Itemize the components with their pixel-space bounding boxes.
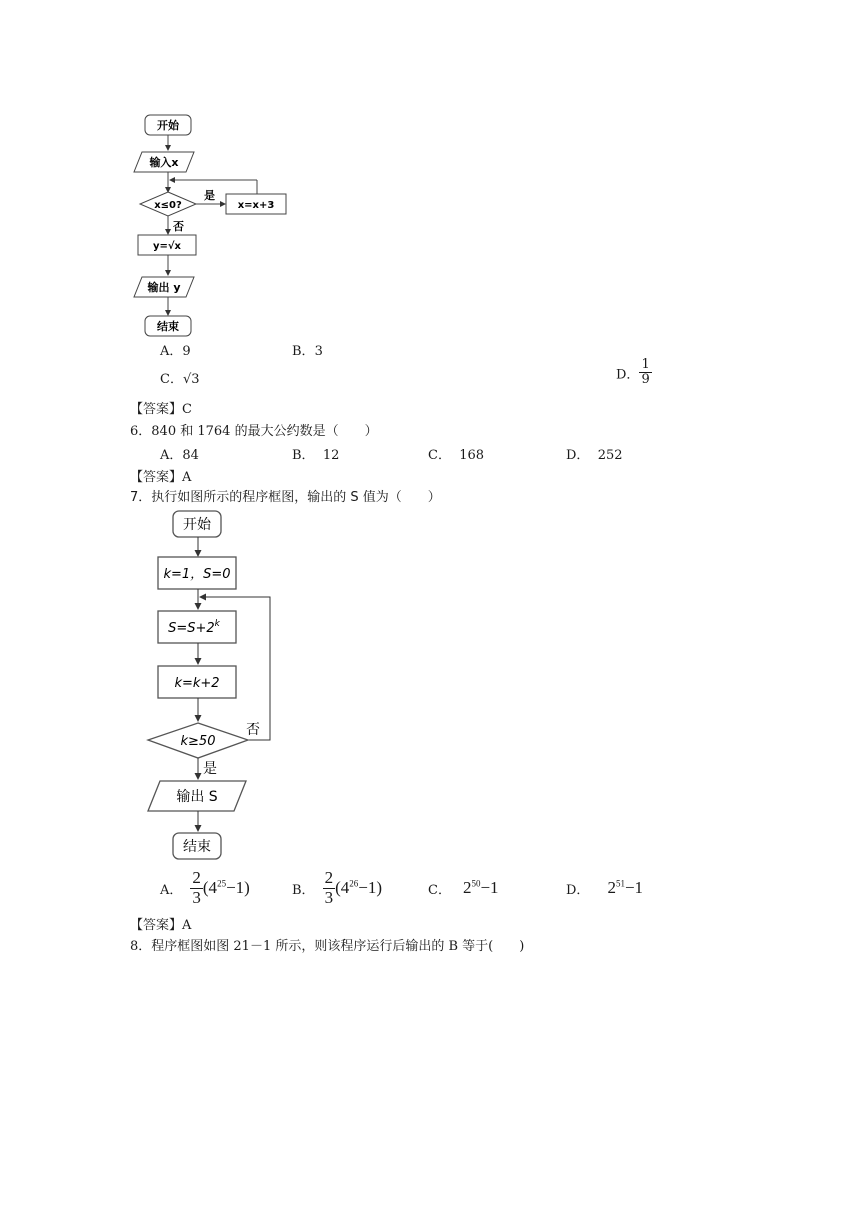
q7-step2-label: k=k+2 <box>174 676 220 691</box>
q7-option-c: C． $2^{50}-1$ <box>428 878 499 898</box>
q7-option-a: A． $\frac{2}{3}$ $(4^{25}-1)$ <box>160 867 250 907</box>
q5-option-a: A．9 <box>160 344 191 359</box>
q6-question: 6．840 和 1764 的最大公约数是（ ） <box>130 424 378 439</box>
q5-answer: 【答案】C <box>130 402 192 417</box>
q7-end-label: 结束 <box>183 839 211 855</box>
flowchart-2 <box>140 505 290 865</box>
q7-start-label: 开始 <box>183 517 211 533</box>
q8-question: 8．程序框图如图 21－1 所示，则该程序运行后输出的 B 等于( ) <box>130 939 525 954</box>
q7-option-d: D． $2^{51}-1$ <box>566 878 644 898</box>
condition-label: x≤0? <box>154 200 182 211</box>
input-label: 输入x <box>149 156 179 169</box>
q7-yes-label: 是 <box>203 761 217 777</box>
q7-question: 7．执行如图所示的程序框图，输出的 S 值为（ ） <box>130 490 441 505</box>
q6-option-d: D． 252 <box>566 448 623 463</box>
q7-step1-label: $S=S+2^k$ <box>168 619 220 636</box>
q5-option-c: C．√3 <box>160 372 200 387</box>
q7-condition-label: k≥50 <box>180 734 216 749</box>
yes-label: 是 <box>204 189 215 202</box>
q7-init-label: k=1，S=0 <box>163 567 231 582</box>
q7-option-b: B． $\frac{2}{3}$ $(4^{26}-1)$ <box>292 867 382 907</box>
end-label: 结束 <box>157 320 179 333</box>
q7-no-label: 否 <box>246 722 260 738</box>
calc-box-label: y=√x <box>152 241 182 252</box>
q6-option-a: A．84 <box>160 448 199 463</box>
q6-answer: 【答案】A <box>130 470 192 485</box>
q7-answer: 【答案】A <box>130 918 192 933</box>
output-label: 输出 y <box>147 281 181 294</box>
q5-option-d: D． $\frac{1}{9}$ <box>616 357 650 388</box>
no-label: 否 <box>173 220 184 233</box>
q7-output-label: 输出 S <box>176 789 218 805</box>
loop-box-label: x=x+3 <box>237 200 275 211</box>
q6-option-c: C． 168 <box>428 448 485 463</box>
flowchart-1 <box>130 110 310 340</box>
start-label: 开始 <box>157 119 179 132</box>
q5-option-b: B．3 <box>292 344 323 359</box>
q6-option-b: B． 12 <box>292 448 340 463</box>
